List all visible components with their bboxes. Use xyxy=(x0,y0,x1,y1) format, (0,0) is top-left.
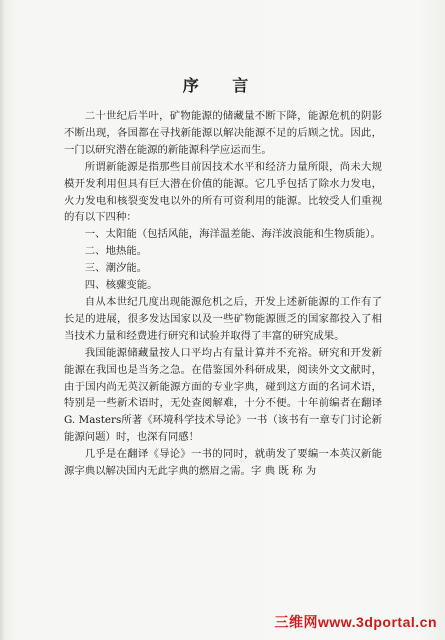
list-item-tidal: 三、潮汐能。 xyxy=(84,262,148,275)
list-item-geothermal: 二、地热能。 xyxy=(84,245,148,258)
list-item-solar: 一、太阳能（包括风能，海洋温差能、海洋波浪能和生物质能）。 xyxy=(84,228,381,241)
paragraph-1: 二十世纪后半叶，矿物能源的储藏量不断下降，能源危机的阴影不断出现，各国都在寻找新能源以解决能源不足的后顾之忧。因此，一门以研究潜在能源的新能源科学应运而生。 xyxy=(64,110,382,156)
paragraph-2: 所谓新能源是指那些目前因技术水平和经济力量所限，尚未大规模开发利用但具有巨大潜在价值的能源。它几乎包括了除水力发电，火力发电和核裂变发电以外的所有可资利用的能源。比较受人们重视的有以下四种： xyxy=(64,160,382,224)
page-title: 序 言 xyxy=(182,76,263,95)
list-item-nuclear: 四、核骤变能。 xyxy=(84,279,158,292)
page-binding-edge xyxy=(0,0,6,640)
paragraph-3: 自从本世纪几度出现能源危机之后，开发上述新能源的工作有了长足的进展，很多发达国家以及一些矿物能源匮乏的国家都投入了相当技术力量和经费进行研究和试验并取得了丰富的研究成果。 xyxy=(64,295,382,342)
preface-body xyxy=(64,108,382,480)
paragraph-5: 几乎是在翻译《导论》一书的同时，就萌发了要编一本英汉新能源字典以解决国内无此字典的燃眉之需。字 典 既 称 为 xyxy=(64,448,382,478)
paragraph-4: 我国能源储藏量按人口平均占有量计算并不充裕。研究和开发新能源在我国也是当务之急。在借鉴国外科研成果，阅读外文文献时，由于国内尚无英汉新能源方面的专业字典，碰到这方面的名词术语，特别是一些新术语时，无处查阅解难，十分不便。十年前编者在翻译G. Masters所著《环境科学技术导论》一书（该书有一章专门讨论新能源问题）时，也深有同感！ xyxy=(64,346,382,444)
site-watermark: 三维网www.3dportal.cn xyxy=(274,614,437,630)
